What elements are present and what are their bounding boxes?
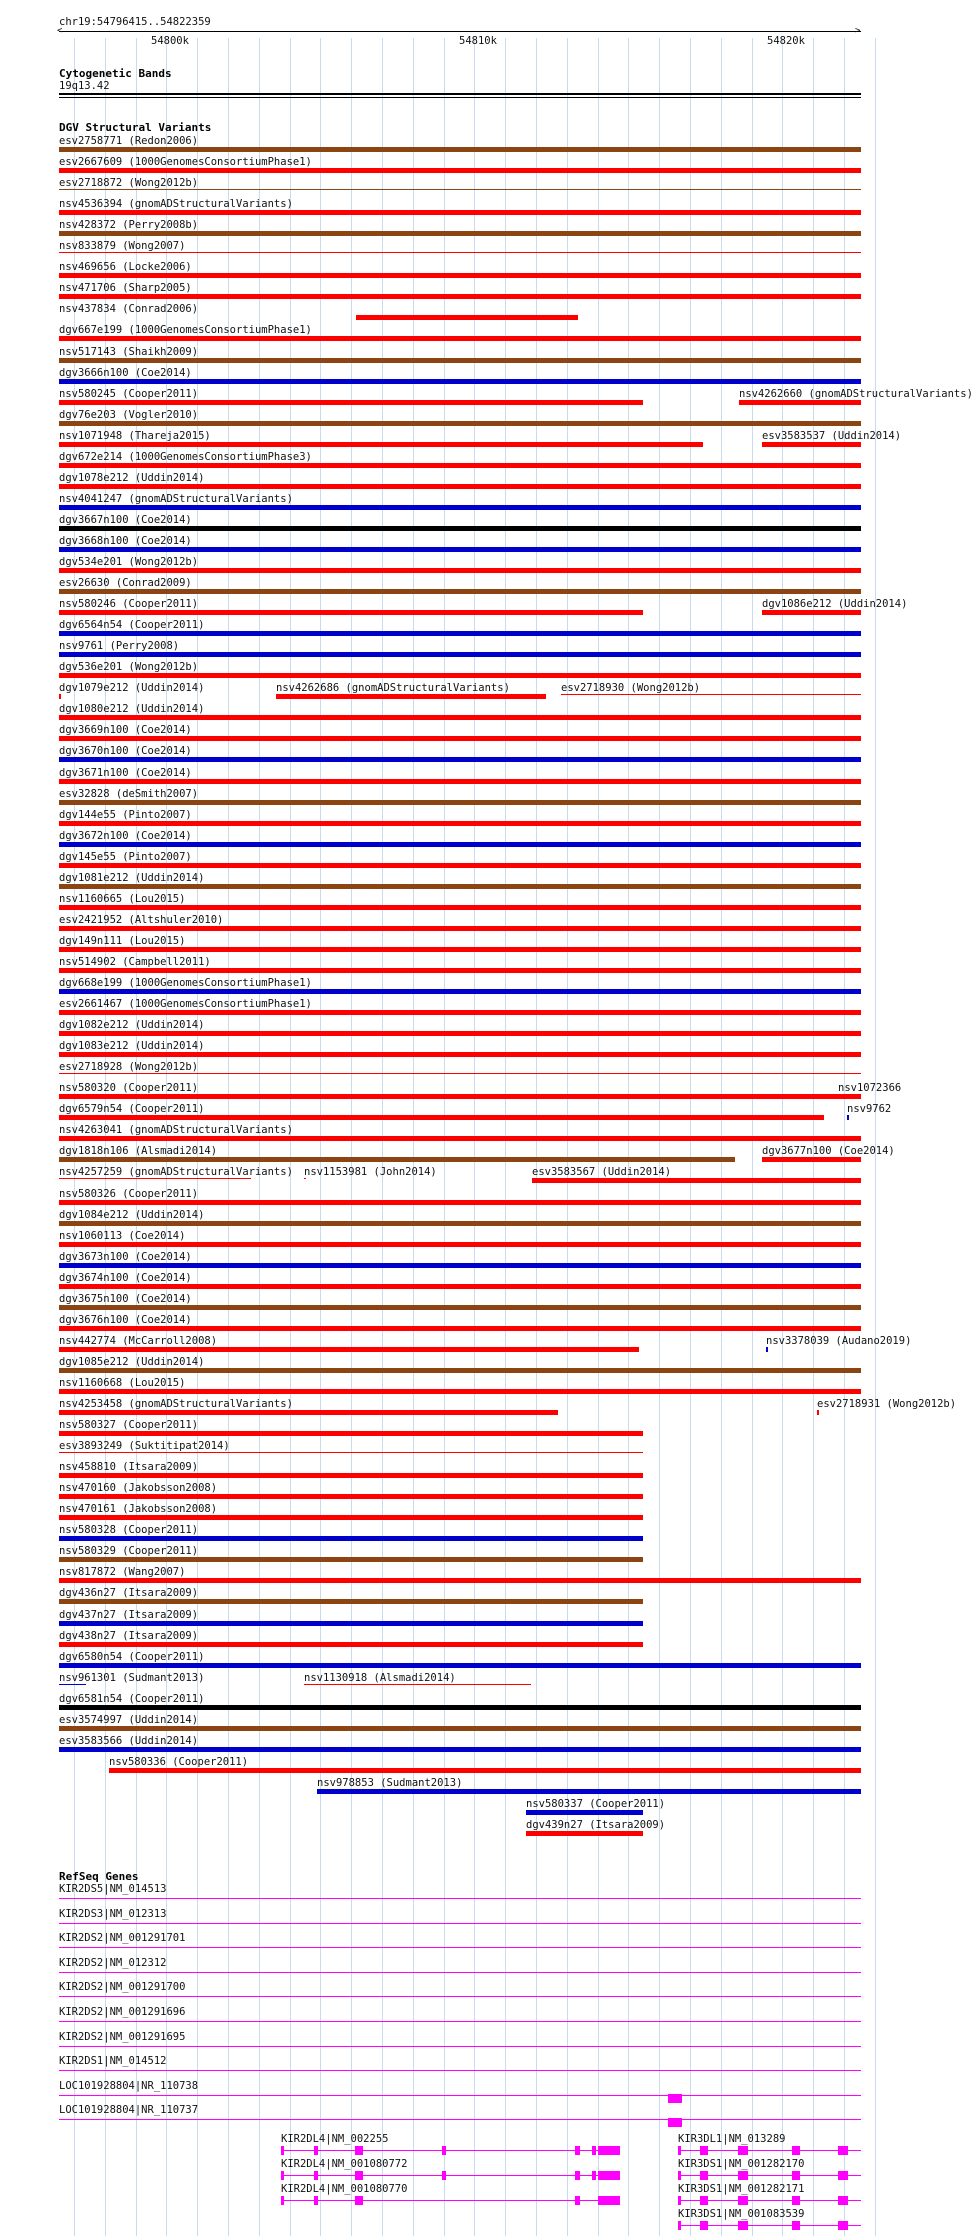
sv-feature-bar[interactable] bbox=[59, 294, 861, 299]
gene-intron-line[interactable] bbox=[281, 2200, 620, 2201]
gene-intron-line[interactable] bbox=[59, 1972, 861, 1973]
sv-label: nsv4262660 (gnomADStructuralVariants) bbox=[739, 387, 973, 400]
gene-exon[interactable] bbox=[792, 2171, 800, 2180]
sv-feature-bar[interactable] bbox=[59, 1452, 643, 1453]
sv-label: dgv1083e212 (Uddin2014) bbox=[59, 1040, 205, 1053]
ruler-axis-left-arrow: < bbox=[57, 26, 63, 36]
sv-feature-bar[interactable] bbox=[59, 1284, 861, 1289]
sv-feature-bar[interactable] bbox=[59, 842, 861, 847]
sv-label: esv2661467 (1000GenomesConsortiumPhase1) bbox=[59, 998, 312, 1011]
sv-feature-bar[interactable] bbox=[59, 358, 861, 363]
sv-label: dgv439n27 (Itsara2009) bbox=[526, 1819, 666, 1831]
sv-feature-bar[interactable] bbox=[59, 1726, 861, 1731]
sv-feature-bar[interactable] bbox=[59, 989, 861, 994]
gene-exon[interactable] bbox=[838, 2171, 848, 2180]
sv-feature-bar[interactable] bbox=[59, 821, 861, 826]
sv-label: nsv9762 bbox=[847, 1103, 892, 1116]
gene-exon[interactable] bbox=[442, 2171, 446, 2180]
sv-label: esv26630 (Conrad2009) bbox=[59, 577, 192, 590]
sv-label: esv2421952 (Altshuler2010) bbox=[59, 913, 224, 926]
sv-label: esv32828 (deSmith2007) bbox=[59, 787, 199, 800]
sv-feature-bar[interactable] bbox=[59, 610, 643, 615]
sv-feature-bar[interactable] bbox=[109, 1768, 861, 1773]
sv-feature-bar[interactable] bbox=[59, 968, 861, 973]
sv-feature-bar[interactable] bbox=[59, 1473, 643, 1478]
sv-label: nsv4253458 (gnomADStructuralVariants) bbox=[59, 1398, 293, 1410]
sv-label: nsv4263041 (gnomADStructuralVariants) bbox=[59, 1124, 293, 1137]
sv-label: nsv1130918 (Alsmadi2014) bbox=[304, 1671, 456, 1684]
sv-feature-bar[interactable] bbox=[59, 926, 861, 931]
sv-feature-bar[interactable] bbox=[59, 231, 861, 236]
sv-label: dgv6580n54 (Cooper2011) bbox=[59, 1650, 205, 1663]
sv-feature-bar[interactable] bbox=[59, 442, 703, 447]
sv-label: dgv668e199 (1000GenomesConsortiumPhase1) bbox=[59, 977, 312, 989]
gene-label: LOC101928804|NR_110738 bbox=[59, 2079, 199, 2092]
sv-feature-bar[interactable] bbox=[59, 715, 861, 720]
sv-label: esv3893249 (Suktitipat2014) bbox=[59, 1440, 230, 1453]
sv-label: esv2758771 (Redon2006) bbox=[59, 135, 199, 147]
sv-feature-bar[interactable] bbox=[59, 1536, 643, 1541]
location-label: chr19:54796415..54822359 bbox=[59, 16, 211, 28]
cytoband-bar bbox=[59, 93, 861, 95]
sv-feature-bar[interactable] bbox=[561, 694, 861, 695]
sv-feature-bar[interactable] bbox=[59, 463, 861, 468]
gene-exon[interactable] bbox=[314, 2196, 318, 2205]
gene-intron-line[interactable] bbox=[59, 2095, 861, 2096]
sv-feature-bar[interactable] bbox=[59, 1599, 643, 1604]
gene-label: KIR2DS2|NM_012312 bbox=[59, 1956, 167, 1969]
sv-feature-bar[interactable] bbox=[59, 1157, 735, 1162]
gene-label: KIR3DS1|NM_001282170 bbox=[678, 2158, 805, 2170]
sv-label: nsv437834 (Conrad2006) bbox=[59, 303, 199, 316]
gene-intron-line[interactable] bbox=[59, 2046, 861, 2047]
sv-feature-bar[interactable] bbox=[59, 484, 861, 489]
sv-feature-bar[interactable] bbox=[59, 736, 861, 741]
gene-exon[interactable] bbox=[575, 2146, 580, 2155]
gene-exon[interactable] bbox=[792, 2146, 800, 2155]
sv-feature-bar[interactable] bbox=[59, 905, 861, 910]
sv-label: nsv1160668 (Lou2015) bbox=[59, 1376, 186, 1389]
sv-feature-bar[interactable] bbox=[59, 1200, 861, 1205]
gene-label: KIR3DS1|NM_001083539 bbox=[678, 2208, 805, 2220]
gene-exon[interactable] bbox=[668, 2118, 682, 2127]
ruler-tick-label: 54810k bbox=[459, 35, 497, 47]
sv-label: dgv534e201 (Wong2012b) bbox=[59, 556, 199, 568]
sv-feature-bar[interactable] bbox=[59, 168, 861, 173]
gene-intron-line[interactable] bbox=[281, 2175, 620, 2176]
sv-feature-bar[interactable] bbox=[59, 1115, 824, 1120]
sv-label: nsv9761 (Perry2008) bbox=[59, 640, 180, 653]
sv-label: nsv580320 (Cooper2011) bbox=[59, 1082, 199, 1095]
sv-feature-bar[interactable] bbox=[847, 1115, 849, 1120]
sv-label: nsv580329 (Cooper2011) bbox=[59, 1545, 199, 1558]
sv-label: esv3583537 (Uddin2014) bbox=[762, 429, 902, 442]
sv-feature-bar[interactable] bbox=[739, 400, 861, 405]
gene-exon[interactable] bbox=[314, 2146, 318, 2155]
gene-exon[interactable] bbox=[598, 2171, 620, 2180]
sv-feature-bar[interactable] bbox=[304, 1684, 531, 1685]
sv-label: nsv1072366 bbox=[838, 1082, 902, 1095]
gene-exon[interactable] bbox=[838, 2146, 848, 2155]
sv-feature-bar[interactable] bbox=[59, 863, 861, 868]
sv-label: nsv470160 (Jakobsson2008) bbox=[59, 1482, 218, 1495]
gene-intron-line[interactable] bbox=[59, 1996, 861, 1997]
sv-feature-bar[interactable] bbox=[59, 1684, 86, 1685]
sv-feature-bar[interactable] bbox=[59, 379, 861, 384]
ruler-tick-label: 54800k bbox=[151, 35, 189, 47]
sv-label: dgv3674n100 (Coe2014) bbox=[59, 1271, 192, 1284]
gene-exon[interactable] bbox=[575, 2171, 580, 2180]
sv-feature-bar[interactable] bbox=[59, 1136, 861, 1141]
sv-feature-bar[interactable] bbox=[762, 610, 861, 615]
gene-exon[interactable] bbox=[442, 2146, 446, 2155]
ruler-axis-right-arrow: > bbox=[855, 26, 861, 36]
sv-feature-bar[interactable] bbox=[59, 631, 861, 636]
gene-exon[interactable] bbox=[678, 2171, 681, 2180]
gene-exon[interactable] bbox=[355, 2171, 363, 2180]
sv-label: dgv3670n100 (Coe2014) bbox=[59, 745, 192, 758]
gene-intron-line[interactable] bbox=[59, 1923, 861, 1924]
grid-line bbox=[875, 38, 876, 2236]
sv-feature-bar[interactable] bbox=[59, 568, 861, 573]
sv-label: dgv1080e212 (Uddin2014) bbox=[59, 703, 205, 716]
sv-feature-bar[interactable] bbox=[59, 1494, 643, 1499]
gene-exon[interactable] bbox=[592, 2171, 596, 2180]
sv-label: dgv3675n100 (Coe2014) bbox=[59, 1292, 192, 1305]
sv-label: nsv517143 (Shaikh2009) bbox=[59, 345, 199, 358]
sv-label: nsv471706 (Sharp2005) bbox=[59, 282, 192, 295]
sv-label: dgv1084e212 (Uddin2014) bbox=[59, 1208, 205, 1221]
sv-feature-bar[interactable] bbox=[59, 1389, 861, 1394]
sv-label: nsv4041247 (gnomADStructuralVariants) bbox=[59, 492, 293, 505]
sv-feature-bar[interactable] bbox=[59, 1221, 861, 1226]
sv-feature-bar[interactable] bbox=[59, 757, 861, 762]
sv-label: nsv4536394 (gnomADStructuralVariants) bbox=[59, 198, 293, 211]
sv-label: dgv3671n100 (Coe2014) bbox=[59, 766, 192, 779]
sv-label: nsv4257259 (gnomADStructuralVariants) bbox=[59, 1166, 293, 1179]
sv-feature-bar[interactable] bbox=[356, 315, 578, 320]
gene-label: LOC101928804|NR_110737 bbox=[59, 2104, 199, 2117]
sv-feature-bar[interactable] bbox=[59, 947, 861, 952]
gene-exon[interactable] bbox=[678, 2221, 681, 2230]
sv-label: nsv580326 (Cooper2011) bbox=[59, 1187, 199, 1200]
sv-label: dgv76e203 (Vogler2010) bbox=[59, 408, 199, 421]
sv-feature-bar[interactable] bbox=[276, 694, 546, 699]
gene-intron-line[interactable] bbox=[59, 1898, 861, 1899]
sv-label: esv2667609 (1000GenomesConsortiumPhase1) bbox=[59, 156, 312, 169]
sv-label: nsv580327 (Cooper2011) bbox=[59, 1419, 199, 1432]
sv-label: nsv469656 (Locke2006) bbox=[59, 261, 192, 274]
sv-label: nsv428372 (Perry2008b) bbox=[59, 219, 199, 232]
sv-label: dgv3676n100 (Coe2014) bbox=[59, 1313, 192, 1326]
sv-feature-bar[interactable] bbox=[59, 800, 861, 805]
gene-exon[interactable] bbox=[738, 2196, 748, 2205]
gene-exon[interactable] bbox=[678, 2146, 681, 2155]
sv-feature-bar[interactable] bbox=[59, 1578, 861, 1583]
gene-exon[interactable] bbox=[738, 2146, 748, 2155]
gene-exon[interactable] bbox=[838, 2196, 848, 2205]
sv-feature-bar[interactable] bbox=[532, 1178, 861, 1183]
sv-label: dgv3667n100 (Coe2014) bbox=[59, 513, 192, 526]
sv-label: nsv1071948 (Thareja2015) bbox=[59, 429, 211, 442]
sv-label: dgv1086e212 (Uddin2014) bbox=[762, 598, 908, 611]
gene-exon[interactable] bbox=[678, 2196, 681, 2205]
sv-feature-bar[interactable] bbox=[59, 1031, 861, 1036]
gene-label: KIR3DL1|NM_013289 bbox=[678, 2133, 786, 2145]
sv-feature-bar[interactable] bbox=[59, 1663, 861, 1668]
sv-feature-bar[interactable] bbox=[59, 779, 861, 784]
gene-label: KIR3DS1|NM_001282171 bbox=[678, 2183, 805, 2195]
gene-exon[interactable] bbox=[838, 2221, 848, 2230]
gene-exon[interactable] bbox=[668, 2094, 682, 2103]
sv-feature-bar[interactable] bbox=[766, 1347, 768, 1352]
sv-label: dgv3677n100 (Coe2014) bbox=[762, 1145, 895, 1158]
sv-feature-bar[interactable] bbox=[59, 1368, 861, 1373]
sv-feature-bar[interactable] bbox=[59, 1642, 643, 1647]
sv-feature-bar[interactable] bbox=[838, 1094, 861, 1099]
sv-feature-bar[interactable] bbox=[317, 1789, 861, 1794]
sv-label: dgv1081e212 (Uddin2014) bbox=[59, 871, 205, 884]
sv-feature-bar[interactable] bbox=[59, 1410, 558, 1415]
sv-feature-bar[interactable] bbox=[59, 1242, 861, 1247]
gene-exon[interactable] bbox=[575, 2196, 580, 2205]
sv-feature-bar[interactable] bbox=[59, 526, 861, 531]
gene-exon[interactable] bbox=[792, 2196, 800, 2205]
sv-label: nsv1153981 (John2014) bbox=[304, 1166, 437, 1179]
gene-label: KIR2DS2|NM_001291701 bbox=[59, 1932, 186, 1945]
sv-feature-bar[interactable] bbox=[59, 1621, 643, 1626]
sv-feature-bar[interactable] bbox=[59, 1747, 861, 1752]
sv-label: dgv438n27 (Itsara2009) bbox=[59, 1629, 199, 1642]
sv-feature-bar[interactable] bbox=[59, 1347, 639, 1352]
gene-exon[interactable] bbox=[281, 2146, 284, 2155]
sv-feature-bar[interactable] bbox=[59, 884, 861, 889]
sv-label: nsv580336 (Cooper2011) bbox=[109, 1755, 249, 1768]
sv-label: dgv1079e212 (Uddin2014) bbox=[59, 682, 205, 695]
gene-label: KIR2DS1|NM_014512 bbox=[59, 2055, 167, 2068]
sv-label: esv2718930 (Wong2012b) bbox=[561, 682, 701, 695]
sv-label: nsv470161 (Jakobsson2008) bbox=[59, 1503, 218, 1516]
sv-feature-bar[interactable] bbox=[59, 421, 861, 426]
sv-label: dgv672e214 (1000GenomesConsortiumPhase3) bbox=[59, 450, 312, 463]
sv-label: nsv442774 (McCarroll2008) bbox=[59, 1334, 218, 1347]
sv-feature-bar[interactable] bbox=[59, 252, 861, 253]
gene-exon[interactable] bbox=[598, 2196, 620, 2205]
sv-label: dgv3669n100 (Coe2014) bbox=[59, 724, 192, 737]
sv-label: esv2718931 (Wong2012b) bbox=[817, 1398, 957, 1410]
gene-intron-line[interactable] bbox=[59, 2070, 861, 2071]
gene-exon[interactable] bbox=[700, 2146, 708, 2155]
sv-feature-bar[interactable] bbox=[59, 1326, 861, 1331]
sv-feature-bar[interactable] bbox=[59, 1305, 861, 1310]
sv-label: nsv961301 (Sudmant2013) bbox=[59, 1671, 205, 1684]
sv-feature-bar[interactable] bbox=[59, 589, 861, 594]
sv-feature-bar[interactable] bbox=[59, 273, 861, 278]
gene-exon[interactable] bbox=[792, 2221, 800, 2230]
sv-label: nsv580246 (Cooper2011) bbox=[59, 598, 199, 611]
sv-label: nsv833879 (Wong2007) bbox=[59, 240, 186, 253]
gene-intron-line[interactable] bbox=[59, 2119, 861, 2120]
sv-feature-bar[interactable] bbox=[526, 1810, 643, 1815]
sv-feature-bar[interactable] bbox=[59, 652, 861, 657]
sv-feature-bar[interactable] bbox=[59, 1094, 861, 1099]
sv-feature-bar[interactable] bbox=[304, 1178, 306, 1179]
gene-exon[interactable] bbox=[355, 2146, 363, 2155]
gene-exon[interactable] bbox=[598, 2146, 620, 2155]
sv-label: nsv4262686 (gnomADStructuralVariants) bbox=[276, 682, 510, 695]
track-title: DGV Structural Variants bbox=[59, 121, 212, 134]
cytoband-label: 19q13.42 bbox=[59, 80, 110, 92]
track-title: RefSeq Genes bbox=[59, 1870, 139, 1883]
sv-label: esv2718872 (Wong2012b) bbox=[59, 177, 199, 190]
sv-label: dgv536e201 (Wong2012b) bbox=[59, 661, 199, 674]
gene-exon[interactable] bbox=[700, 2221, 708, 2230]
sv-label: dgv6579n54 (Cooper2011) bbox=[59, 1103, 205, 1116]
gene-exon[interactable] bbox=[281, 2171, 284, 2180]
sv-label: dgv3673n100 (Coe2014) bbox=[59, 1250, 192, 1263]
gene-intron-line[interactable] bbox=[59, 1947, 861, 1948]
gene-exon[interactable] bbox=[700, 2196, 708, 2205]
sv-feature-bar[interactable] bbox=[59, 1557, 643, 1562]
sv-label: dgv3672n100 (Coe2014) bbox=[59, 829, 192, 842]
gene-exon[interactable] bbox=[281, 2196, 284, 2205]
sv-feature-bar[interactable] bbox=[59, 147, 861, 152]
sv-label: esv3583567 (Uddin2014) bbox=[532, 1166, 672, 1179]
gene-label: KIR2DL4|NM_001080772 bbox=[281, 2158, 408, 2170]
gene-label: KIR2DS2|NM_001291696 bbox=[59, 2006, 186, 2018]
gene-label: KIR2DS2|NM_001291700 bbox=[59, 1981, 186, 1994]
sv-label: dgv3666n100 (Coe2014) bbox=[59, 366, 192, 379]
gene-exon[interactable] bbox=[738, 2171, 748, 2180]
sv-feature-bar[interactable] bbox=[59, 1073, 861, 1074]
sv-label: dgv667e199 (1000GenomesConsortiumPhase1) bbox=[59, 324, 312, 337]
sv-label: nsv3378039 (Audano2019) bbox=[766, 1334, 912, 1347]
sv-label: dgv1078e212 (Uddin2014) bbox=[59, 471, 205, 484]
sv-feature-bar[interactable] bbox=[59, 673, 861, 678]
sv-feature-bar[interactable] bbox=[59, 1010, 861, 1015]
gene-label: KIR2DL4|NM_002255 bbox=[281, 2133, 389, 2145]
sv-label: nsv1160665 (Lou2015) bbox=[59, 892, 186, 905]
sv-label: nsv1060113 (Coe2014) bbox=[59, 1229, 186, 1242]
sv-label: nsv978853 (Sudmant2013) bbox=[317, 1776, 463, 1789]
sv-label: esv3583566 (Uddin2014) bbox=[59, 1734, 199, 1747]
cytoband-bar bbox=[59, 97, 861, 98]
sv-label: nsv817872 (Wang2007) bbox=[59, 1566, 186, 1579]
sv-label: nsv458810 (Itsara2009) bbox=[59, 1461, 199, 1474]
sv-feature-bar[interactable] bbox=[59, 1263, 861, 1268]
sv-label: dgv1082e212 (Uddin2014) bbox=[59, 1019, 205, 1032]
sv-feature-bar[interactable] bbox=[526, 1831, 643, 1836]
sv-feature-bar[interactable] bbox=[59, 1178, 251, 1179]
sv-label: dgv6581n54 (Cooper2011) bbox=[59, 1692, 205, 1705]
gene-label: KIR2DS3|NM_012313 bbox=[59, 1907, 167, 1920]
sv-label: dgv437n27 (Itsara2009) bbox=[59, 1608, 199, 1621]
track-title: Cytogenetic Bands bbox=[59, 67, 172, 80]
gene-exon[interactable] bbox=[314, 2171, 318, 2180]
sv-feature-bar[interactable] bbox=[59, 1431, 643, 1436]
gene-intron-line[interactable] bbox=[59, 2021, 861, 2022]
sv-feature-bar[interactable] bbox=[59, 210, 861, 215]
sv-label: dgv149n111 (Lou2015) bbox=[59, 934, 186, 947]
sv-label: nsv580328 (Cooper2011) bbox=[59, 1524, 199, 1537]
sv-label: dgv1818n106 (Alsmadi2014) bbox=[59, 1145, 218, 1158]
gene-exon[interactable] bbox=[592, 2146, 596, 2155]
sv-label: dgv144e55 (Pinto2007) bbox=[59, 808, 192, 821]
sv-feature-bar[interactable] bbox=[59, 1052, 861, 1057]
sv-label: dgv3668n100 (Coe2014) bbox=[59, 534, 192, 547]
gene-label: KIR2DS5|NM_014513 bbox=[59, 1883, 167, 1895]
sv-feature-bar[interactable] bbox=[59, 1705, 861, 1710]
sv-feature-bar[interactable] bbox=[59, 1515, 643, 1520]
sv-feature-bar[interactable] bbox=[59, 505, 861, 510]
ruler-tick-label: 54820k bbox=[767, 35, 805, 47]
sv-feature-bar[interactable] bbox=[762, 1157, 861, 1162]
gene-exon[interactable] bbox=[738, 2221, 748, 2230]
gene-exon[interactable] bbox=[355, 2196, 363, 2205]
sv-label: nsv580245 (Cooper2011) bbox=[59, 387, 199, 400]
sv-label: nsv580337 (Cooper2011) bbox=[526, 1797, 666, 1810]
sv-label: dgv6564n54 (Cooper2011) bbox=[59, 619, 205, 632]
sv-label: dgv436n27 (Itsara2009) bbox=[59, 1587, 199, 1600]
sv-feature-bar[interactable] bbox=[59, 547, 861, 552]
sv-feature-bar[interactable] bbox=[762, 442, 861, 447]
sv-label: nsv514902 (Campbell2011) bbox=[59, 955, 211, 968]
sv-feature-bar[interactable] bbox=[59, 336, 861, 341]
gene-label: KIR2DL4|NM_001080770 bbox=[281, 2183, 408, 2195]
gene-intron-line[interactable] bbox=[281, 2150, 620, 2151]
sv-label: dgv145e55 (Pinto2007) bbox=[59, 850, 192, 863]
sv-label: esv3574997 (Uddin2014) bbox=[59, 1713, 199, 1726]
sv-label: esv2718928 (Wong2012b) bbox=[59, 1061, 199, 1074]
gene-exon[interactable] bbox=[700, 2171, 708, 2180]
ruler-axis-line bbox=[59, 31, 861, 32]
gene-label: KIR2DS2|NM_001291695 bbox=[59, 2030, 186, 2043]
sv-label: dgv1085e212 (Uddin2014) bbox=[59, 1355, 205, 1368]
sv-feature-bar[interactable] bbox=[59, 189, 861, 190]
sv-feature-bar[interactable] bbox=[59, 400, 643, 405]
sv-feature-bar[interactable] bbox=[59, 694, 61, 699]
sv-feature-bar[interactable] bbox=[817, 1410, 819, 1415]
